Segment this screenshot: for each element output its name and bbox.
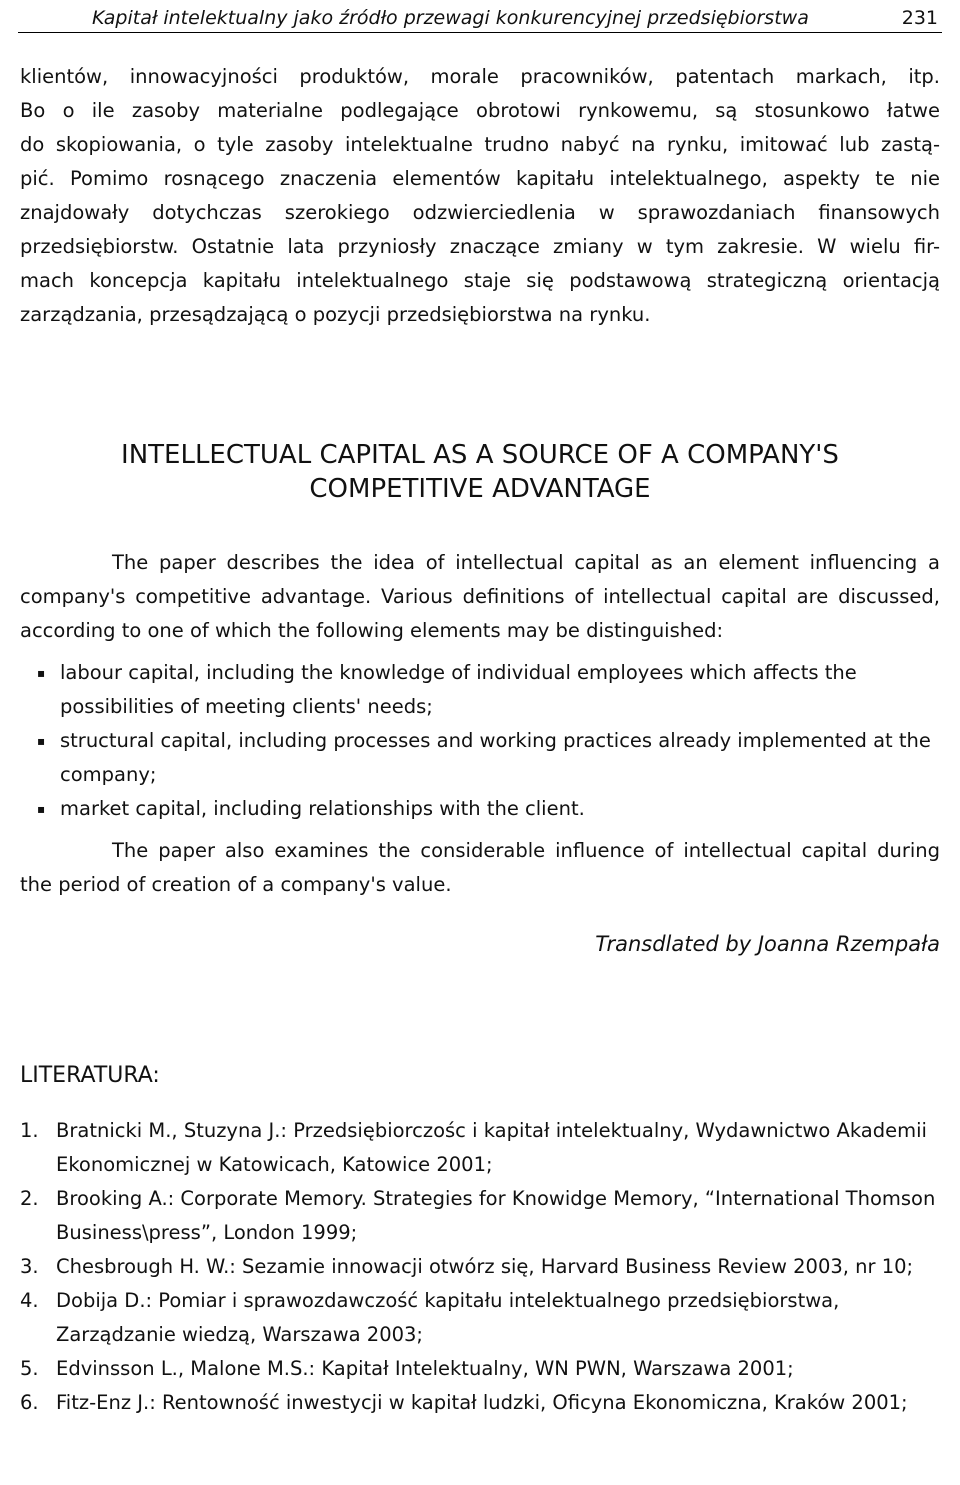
page-number: 231 — [901, 7, 938, 29]
text-line: znajdowały dotychczas szerokiego odzwierciedlenia w sprawozdaniach finansowych — [20, 201, 940, 224]
running-header — [18, 4, 942, 33]
bullet-square-icon: ▪ — [37, 802, 46, 816]
english-title-line-1: INTELLECTUAL CAPITAL AS A SOURCE OF A COMPANY'S — [121, 440, 839, 470]
bullet-square-icon: ▪ — [37, 666, 46, 680]
reference-item: 2. Brooking A.: Corporate Memory. Strategies for Knowidge Memory, “International Thomson Business\press”, London 1999; — [20, 1187, 936, 1244]
reference-item: 3. Chesbrough H. W.: Sezamie innowacji otwórz się, Harvard Business Review 2003, nr 10; — [20, 1255, 914, 1278]
reference-item: 5. Edvinsson L., Malone M.S.: Kapitał Intelektualny, WN PWN, Warszawa 2001; — [20, 1357, 794, 1380]
bullet-list — [20, 656, 940, 826]
literature-heading: LITERATURA: — [20, 1063, 160, 1088]
reference-item: 1. Bratnicki M., Stuzyna J.: Przedsiębiorczośc i kapitał intelektualny, Wydawnictwo Akademii Ekonomicznej w Katowicach, Katowice 2001; — [20, 1119, 927, 1176]
reference-item: 4. Dobija D.: Pomiar i sprawozdawczość kapitału intelektualnego przedsiębiorstwa, Zarządzanie wiedzą, Warszawa 2003; — [20, 1289, 840, 1346]
abstract-closing: The paper also examines the considerable influence of intellectual capital during the period of creation of a company's value. — [20, 839, 940, 896]
english-title-line-2: COMPETITIVE ADVANTAGE — [309, 474, 651, 504]
text-line: Bo o ile zasoby materialne podlegające obrotowi rynkowemu, są stosunkowo łatwe — [20, 99, 940, 122]
text-line: zarządzania, przesądzającą o pozycji przedsiębiorstwa na rynku. — [20, 303, 651, 326]
text-line: klientów, innowacyjności produktów, morale pracowników, patentach markach, itp. — [20, 65, 940, 88]
bullet-item: ▪ structural capital, including processes and working practices already implemented at the company; — [20, 724, 940, 792]
abstract-intro: The paper describes the idea of intellectual capital as an element influencing a company's competitive advantage. Various definitions of intellectual capital are discussed, according to one of which the following elements may be distinguished: — [20, 551, 940, 642]
polish-paragraph — [20, 60, 940, 332]
bullet-item: ▪ labour capital, including the knowledge of individual employees which affects the possibilities of meeting clients' needs; — [20, 656, 940, 724]
running-header-title: Kapitał intelektualny jako źródło przewagi konkurencyjnej przedsiębiorstwa — [92, 7, 809, 29]
bullet-item: ▪ market capital, including relationships with the client. — [20, 792, 940, 826]
translator-credit: Transdlated by Joanna Rzempała — [595, 932, 940, 956]
bullet-square-icon: ▪ — [37, 734, 46, 748]
reference-item: 6. Fitz-Enz J.: Rentowność inwestycji w kapitał ludzki, Oficyna Ekonomiczna, Kraków 2001; — [20, 1391, 908, 1414]
text-line: mach koncepcja kapitału intelektualnego staje się podstawową strategiczną orientacją — [20, 269, 940, 292]
text-line: pić. Pomimo rosnącego znaczenia elementów kapitału intelektualnego, aspekty te nie — [20, 167, 940, 190]
text-line: do skopiowania, o tyle zasoby intelektualne trudno nabyć na rynku, imitować lub zastą- — [20, 133, 940, 156]
english-title — [20, 438, 940, 506]
reference-list — [20, 1114, 940, 1420]
text-line: przedsiębiorstw. Ostatnie lata przyniosły znaczące zmiany w tym zakresie. W wielu fir- — [20, 235, 940, 258]
